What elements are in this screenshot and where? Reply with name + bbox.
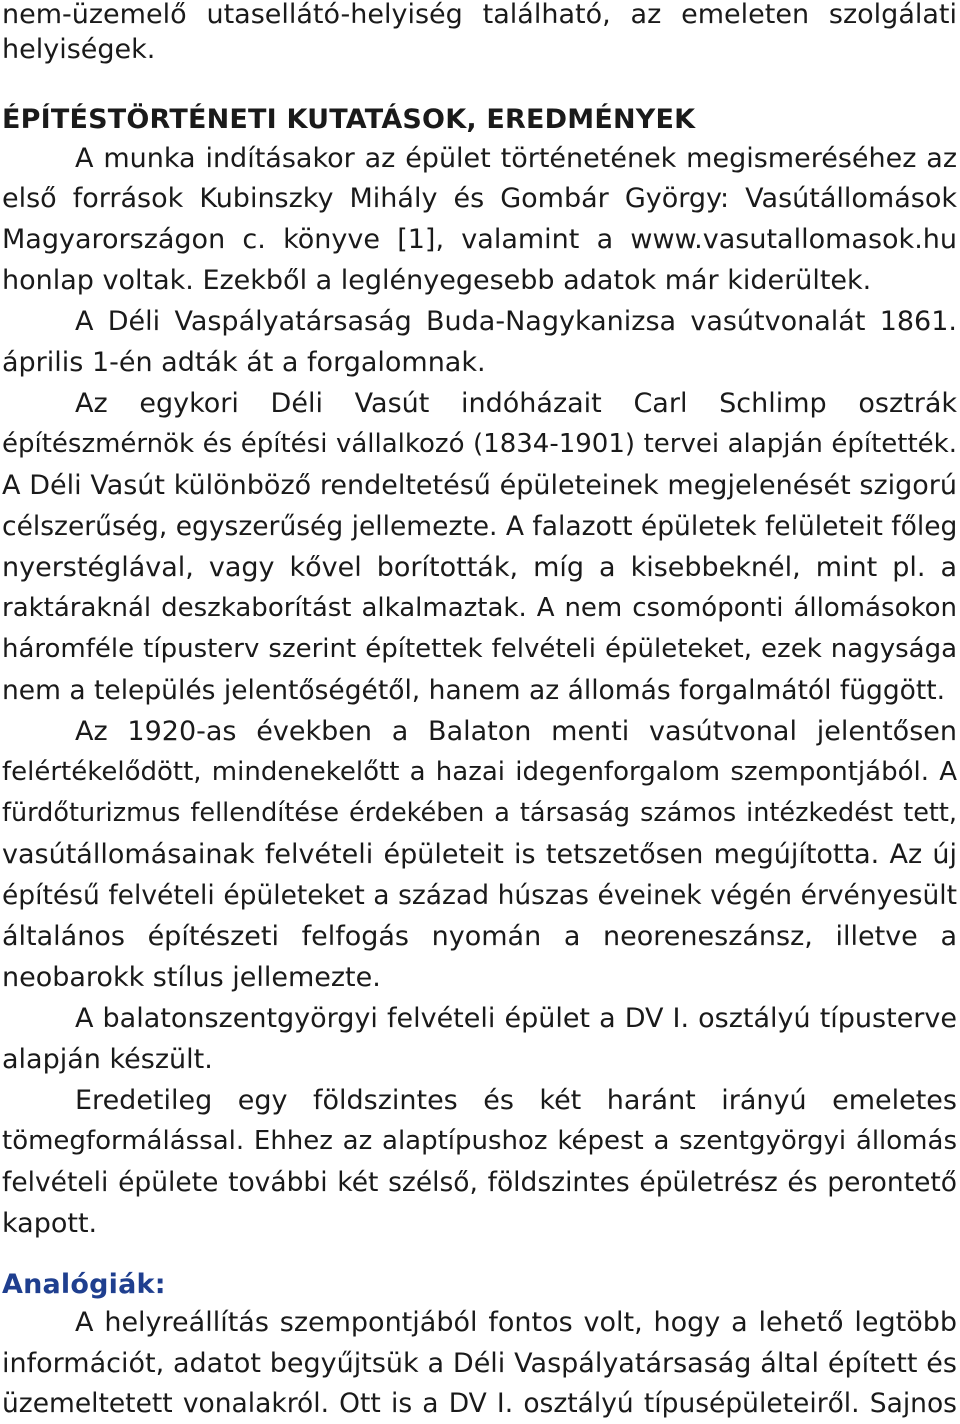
- text-line: raktáraknál deszkaborítást alkalmaztak. A nem csomóponti állomásokon: [2, 593, 957, 623]
- text-line: építészmérnök és építési vállalkozó (1834-1901) tervei alapján építették.: [2, 429, 957, 459]
- text-line: Eredetileg egy földszintes és két haránt irányú emeletes: [75, 1085, 957, 1116]
- text-line: felvételi épülete további két szélső, földszintes épületrész és perontető: [2, 1167, 957, 1198]
- section-heading: ÉPÍTÉSTÖRTÉNETI KUTATÁSOK, EREDMÉNYEK: [2, 104, 696, 135]
- text-line: Az egykori Déli Vasút indóházait Carl Schlimp osztrák: [75, 388, 957, 419]
- text-line: felértékelődött, mindenekelőtt a hazai idegenforgalom szempontjából. A: [2, 757, 957, 787]
- text-line: neobarokk stílus jellemezte.: [2, 962, 381, 993]
- text-line: építésű felvételi épületeket a század húszas éveinek végén érvényesült: [2, 880, 957, 911]
- text-line: A balatonszentgyörgyi felvételi épület a DV I. osztályú típusterve: [75, 1003, 957, 1034]
- text-line: célszerűség, egyszerűség jellemezte. A falazott épületek felületeit főleg: [2, 511, 957, 542]
- text-line: nem-üzemelő utasellátó-helyiség található, az emeleten szolgálati: [2, 0, 957, 30]
- text-line: Az 1920-as években a Balaton menti vasútvonal jelentősen: [75, 716, 957, 747]
- section-heading-analogies: Analógiák:: [2, 1269, 166, 1300]
- text-line: A Déli Vaspályatársaság Buda-Nagykanizsa vasútvonalát 1861.: [75, 306, 957, 337]
- text-line: tömegformálással. Ehhez az alaptípushoz képest a szentgyörgyi állomás: [2, 1126, 957, 1156]
- text-line: alapján készült.: [2, 1044, 213, 1075]
- text-line: nyerstéglával, vagy kővel borították, míg a kisebbeknél, mint pl. a: [2, 552, 957, 583]
- text-line: A helyreállítás szempontjából fontos volt, hogy a lehető legtöbb: [75, 1307, 957, 1338]
- text-line: kapott.: [2, 1208, 98, 1239]
- text-line: vasútállomásainak felvételi épületeit is tetszetősen megújította. Az új: [2, 839, 957, 870]
- text-line: első források Kubinszky Mihály és Gombár György: Vasútállomások: [2, 183, 957, 214]
- text-line: információt, adatot begyűjtsük a Déli Vaspályatársaság által épített és: [2, 1348, 957, 1379]
- text-line: háromféle típusterv szerint építettek felvételi épületeket, ezek nagysága: [2, 634, 957, 664]
- text-line: A Déli Vasút különböző rendeltetésű épületeinek megjelenését szigorú: [2, 470, 957, 501]
- text-line: üzemeltetett vonalakról. Ott is a DV I. osztályú típusépületeiről. Sajnos: [2, 1388, 957, 1419]
- text-line: honlap voltak. Ezekből a leglényegesebb adatok már kiderültek.: [2, 265, 872, 296]
- text-line: Magyarországon c. könyve [1], valamint a www.vasutallomasok.hu: [2, 224, 957, 255]
- text-line: általános építészeti felfogás nyomán a neoreneszánsz, illetve a: [2, 921, 957, 952]
- text-line: helyiségek.: [2, 34, 156, 65]
- text-line: április 1-én adták át a forgalomnak.: [2, 347, 486, 378]
- text-line: fürdőturizmus fellendítése érdekében a társaság számos intézkedést tett,: [2, 798, 957, 828]
- text-line: nem a település jelentőségétől, hanem az állomás forgalmától függött.: [2, 675, 946, 706]
- text-line: A munka indításakor az épület történetének megismeréséhez az: [75, 143, 957, 174]
